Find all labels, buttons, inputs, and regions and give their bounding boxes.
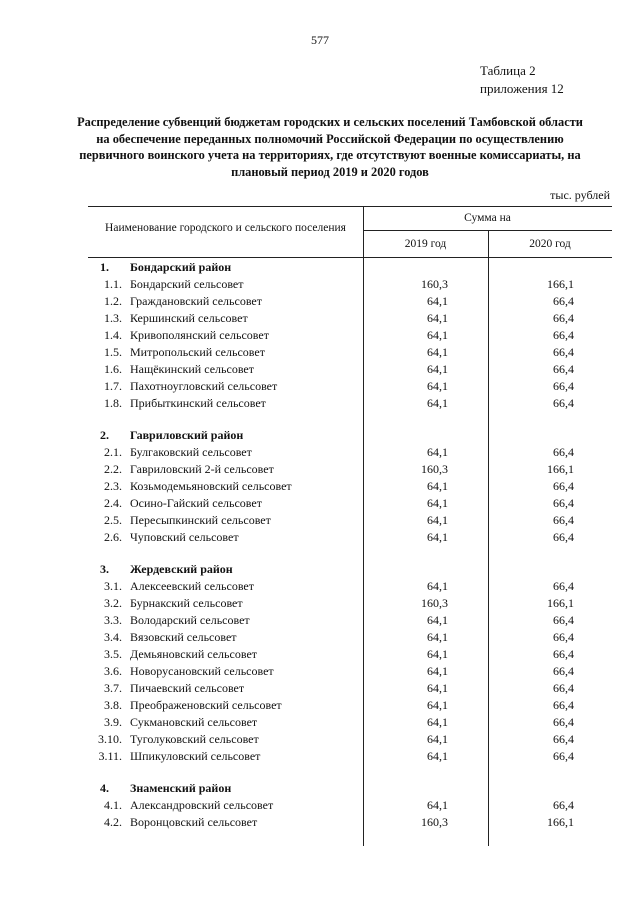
- settlement-name: Демьяновский сельсовет: [130, 647, 258, 661]
- table-row: [0, 613, 640, 630]
- amount-2020: 66,4: [553, 749, 574, 763]
- settlement-name: Александровский сельсовет: [130, 798, 274, 812]
- row-number: 3.3.: [104, 613, 122, 627]
- amount-2019: 64,1: [427, 396, 448, 410]
- amount-2019: 64,1: [427, 698, 448, 712]
- district-name: Гавриловский район: [130, 428, 244, 442]
- amount-2019: 64,1: [427, 294, 448, 308]
- row-number: 3.7.: [104, 681, 122, 695]
- settlement-name: Гавриловский 2-й сельсовет: [130, 462, 274, 476]
- settlement-name: Козьмодемьяновский сельсовет: [130, 479, 292, 493]
- district-heading: [0, 428, 640, 445]
- amount-2020: 66,4: [553, 396, 574, 410]
- settlement-name: Кершинский сельсовет: [130, 311, 248, 325]
- amount-2020: 66,4: [553, 345, 574, 359]
- amount-2020: 66,4: [553, 445, 574, 459]
- settlement-name: Туголуковский сельсовет: [130, 732, 259, 746]
- amount-2020: 66,4: [553, 513, 574, 527]
- table-row: [0, 579, 640, 596]
- table-row: [0, 513, 640, 530]
- amount-2020: 66,4: [553, 698, 574, 712]
- settlement-name: Нащёкинский сельсовет: [130, 362, 254, 376]
- amount-2019: 160,3: [421, 815, 448, 829]
- header-sub-rule: [363, 230, 612, 231]
- table-row: [0, 530, 640, 547]
- amount-2019: 64,1: [427, 715, 448, 729]
- district-spacer: [0, 766, 640, 781]
- row-number: 1.6.: [104, 362, 122, 376]
- district-name: Бондарский район: [130, 260, 232, 274]
- row-number: 3.11.: [98, 749, 122, 763]
- amount-2020: 66,4: [553, 613, 574, 627]
- table-row: [0, 328, 640, 345]
- settlement-name: Шпикуловский сельсовет: [130, 749, 261, 763]
- amount-2020: 66,4: [553, 294, 574, 308]
- amount-2020: 66,4: [553, 681, 574, 695]
- row-number: 1.4.: [104, 328, 122, 342]
- amount-2020: 66,4: [553, 362, 574, 376]
- settlement-name: Пахотноугловский сельсовет: [130, 379, 278, 393]
- district-number: 4.: [100, 781, 109, 795]
- table-row: [0, 698, 640, 715]
- row-number: 2.4.: [104, 496, 122, 510]
- table-row: [0, 749, 640, 766]
- table-row: [0, 815, 640, 832]
- header-year-2019: 2019 год: [404, 238, 447, 250]
- amount-2019: 64,1: [427, 681, 448, 695]
- amount-2019: 64,1: [427, 630, 448, 644]
- table-ref-line1: Таблица 2: [480, 63, 536, 78]
- amount-2019: 64,1: [427, 613, 448, 627]
- amount-2020: 66,4: [553, 630, 574, 644]
- amount-2019: 64,1: [427, 513, 448, 527]
- settlement-name: Граждановский сельсовет: [130, 294, 262, 308]
- amount-2020: 166,1: [547, 596, 574, 610]
- settlement-name: Сукмановский сельсовет: [130, 715, 258, 729]
- table-row: [0, 596, 640, 613]
- row-number: 3.2.: [104, 596, 122, 610]
- row-number: 2.2.: [104, 462, 122, 476]
- amount-2019: 64,1: [427, 579, 448, 593]
- settlement-name: Пересыпкинский сельсовет: [130, 513, 271, 527]
- table-row: [0, 462, 640, 479]
- amount-2019: 64,1: [427, 311, 448, 325]
- amount-2019: 64,1: [427, 379, 448, 393]
- district-name: Знаменский район: [130, 781, 232, 795]
- amount-2020: 66,4: [553, 647, 574, 661]
- amount-2020: 166,1: [547, 462, 574, 476]
- settlement-name: Бондарский сельсовет: [130, 277, 244, 291]
- district-heading: [0, 562, 640, 579]
- table-row: [0, 496, 640, 513]
- amount-2019: 64,1: [427, 798, 448, 812]
- table-row: [0, 647, 640, 664]
- row-number: 4.2.: [104, 815, 122, 829]
- amount-2019: 160,3: [421, 462, 448, 476]
- header-name-column: Наименование городского и сельского поселения: [105, 222, 346, 234]
- row-number: 1.1.: [104, 277, 122, 291]
- unit-label: тыс. рублей: [550, 188, 610, 202]
- table-row: [0, 277, 640, 294]
- district-name: Жердевский район: [130, 562, 233, 576]
- row-number: 1.5.: [104, 345, 122, 359]
- table-ref-line2: приложения 12: [480, 81, 564, 96]
- amount-2019: 64,1: [427, 732, 448, 746]
- amount-2019: 160,3: [421, 596, 448, 610]
- row-number: 1.3.: [104, 311, 122, 325]
- settlement-name: Новорусановский сельсовет: [130, 664, 274, 678]
- amount-2020: 66,4: [553, 479, 574, 493]
- table-header: [88, 206, 612, 258]
- amount-2019: 64,1: [427, 664, 448, 678]
- row-number: 2.5.: [104, 513, 122, 527]
- settlement-name: Осино-Гайский сельсовет: [130, 496, 262, 510]
- row-number: 3.1.: [104, 579, 122, 593]
- table-row: [0, 681, 640, 698]
- district-spacer: [0, 547, 640, 562]
- amount-2019: 64,1: [427, 530, 448, 544]
- amount-2020: 166,1: [547, 277, 574, 291]
- table-row: [0, 630, 640, 647]
- amount-2019: 64,1: [427, 496, 448, 510]
- table-row: [0, 362, 640, 379]
- amount-2020: 66,4: [553, 530, 574, 544]
- amount-2019: 64,1: [427, 647, 448, 661]
- district-number: 1.: [100, 260, 109, 274]
- table-reference: [480, 62, 564, 98]
- amount-2019: 64,1: [427, 328, 448, 342]
- row-number: 1.7.: [104, 379, 122, 393]
- amount-2019: 64,1: [427, 345, 448, 359]
- amount-2020: 66,4: [553, 379, 574, 393]
- amount-2020: 66,4: [553, 664, 574, 678]
- header-sum-column: Сумма на: [464, 212, 511, 224]
- amount-2020: 66,4: [553, 732, 574, 746]
- amount-2019: 64,1: [427, 749, 448, 763]
- table-row: [0, 479, 640, 496]
- row-number: 3.5.: [104, 647, 122, 661]
- row-number: 2.3.: [104, 479, 122, 493]
- table-row: [0, 396, 640, 413]
- amount-2019: 64,1: [427, 362, 448, 376]
- page-number: 577: [311, 33, 329, 47]
- settlement-name: Вязовский сельсовет: [130, 630, 237, 644]
- settlement-name: Бурнакский сельсовет: [130, 596, 243, 610]
- row-number: 3.6.: [104, 664, 122, 678]
- amount-2020: 166,1: [547, 815, 574, 829]
- settlement-name: Пичаевский сельсовет: [130, 681, 245, 695]
- header-year-2020: 2020 год: [529, 238, 571, 250]
- amount-2020: 66,4: [553, 579, 574, 593]
- document-title: Распределение субвенций бюджетам городских и сельских поселений Тамбовской области на обеспечение переданных полномочий Российской Федерации по осуществлению первичного воинского учета на территориях, где отсутствуют военные комиссариаты, на плановый период 2019 и 2020 годов: [77, 115, 583, 179]
- district-number: 2.: [100, 428, 109, 442]
- settlement-name: Митропольский сельсовет: [130, 345, 265, 359]
- amount-2019: 64,1: [427, 479, 448, 493]
- amount-2020: 66,4: [553, 715, 574, 729]
- settlement-name: Булгаковский сельсовет: [130, 445, 252, 459]
- row-number: 4.1.: [104, 798, 122, 812]
- settlement-name: Преображеновский сельсовет: [130, 698, 282, 712]
- row-number: 3.9.: [104, 715, 122, 729]
- district-spacer: [0, 413, 640, 428]
- amount-2020: 66,4: [553, 311, 574, 325]
- row-number: 2.1.: [104, 445, 122, 459]
- table-row: [0, 715, 640, 732]
- table-row: [0, 294, 640, 311]
- amount-2019: 160,3: [421, 277, 448, 291]
- row-number: 1.8.: [104, 396, 122, 410]
- row-number: 3.10.: [98, 732, 122, 746]
- table-row: [0, 379, 640, 396]
- district-heading: [0, 781, 640, 798]
- settlement-name: Алексеевский сельсовет: [130, 579, 254, 593]
- row-number: 2.6.: [104, 530, 122, 544]
- row-number: 3.8.: [104, 698, 122, 712]
- amount-2020: 66,4: [553, 496, 574, 510]
- settlement-name: Володарский сельсовет: [130, 613, 250, 627]
- settlement-name: Воронцовский сельсовет: [130, 815, 258, 829]
- amount-2019: 64,1: [427, 445, 448, 459]
- table-row: [0, 311, 640, 328]
- table-row: [0, 664, 640, 681]
- table-row: [0, 798, 640, 815]
- district-heading: [0, 260, 640, 277]
- amount-2020: 66,4: [553, 328, 574, 342]
- table-row: [0, 345, 640, 362]
- amount-2020: 66,4: [553, 798, 574, 812]
- settlement-name: Чуповский сельсовет: [130, 530, 239, 544]
- row-number: 3.4.: [104, 630, 122, 644]
- district-number: 3.: [100, 562, 109, 576]
- table-body: [0, 260, 640, 832]
- table-row: [0, 445, 640, 462]
- settlement-name: Прибыткинский сельсовет: [130, 396, 266, 410]
- row-number: 1.2.: [104, 294, 122, 308]
- settlement-name: Кривополянский сельсовет: [130, 328, 269, 342]
- table-row: [0, 732, 640, 749]
